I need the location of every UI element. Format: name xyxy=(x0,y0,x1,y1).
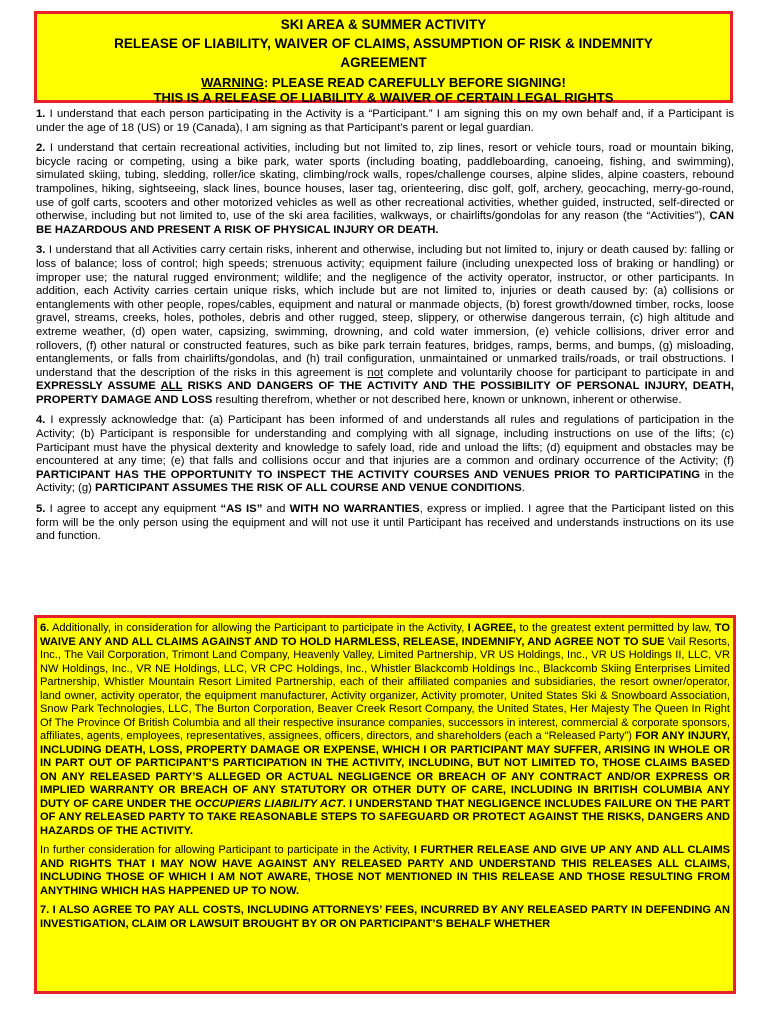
p6-bold-1: I AGREE, xyxy=(467,622,517,634)
p4-bold-2: PARTICIPANT ASSUMES THE RISK OF ALL COURSE AND VENUE CONDITIONS xyxy=(95,482,522,495)
p6-italic: OCCUPIERS LIABILITY ACT xyxy=(195,797,343,810)
paragraph-4 xyxy=(36,414,734,496)
agreement-header xyxy=(34,11,733,103)
p4-text-3: . xyxy=(521,482,525,495)
p2-number: 2. xyxy=(36,142,46,155)
title-line-1: SKI AREA & SUMMER ACTIVITY xyxy=(280,17,487,32)
p6-bold-4: . I UNDERSTAND THAT NEGLIGENCE INCLUDES FAILURE ON THE PART OF ANY RELEASED PARTY TO TAKE REASONABLE STEPS TO SAFEGUARD OR PROTECT AGAINST THE RISKS, DANGERS AND HAZARDS OF THE ACTIVITY. xyxy=(40,797,731,837)
p6-text-2: to the greatest extent permitted by law, xyxy=(516,622,715,634)
title-line-2: RELEASE OF LIABILITY, WAIVER OF CLAIMS, ASSUMPTION OF RISK & INDEMNITY xyxy=(114,36,653,51)
p2-bold: CAN BE HAZARDOUS AND PRESENT A RISK OF PHYSICAL INJURY OR DEATH. xyxy=(36,210,734,236)
warning-rest: : PLEASE READ CAREFULLY BEFORE SIGNING! xyxy=(263,75,566,90)
p3-text: I understand that all Activities carry certain risks, inherent and otherwise, including but not limited to, injury or death caused by: falling or loss of balance; loss of control; high speeds; strenuous activity; equipment failure (including unexpected loss of braking or handling) or improper use; the natural rugged environment; wildlife; and the negligence of the activity operator, instructor, or other participants. In addition, each Activity carries certain unique risks, which include but are not limited to, injuries or death caused by: (a) collisions or entanglements with other people, ropes/cables, equipment and natural or manmade objects, (b) forest growth/downed timber, rocks, loose gravel, streams, creeks, holes, potholes, debris and other rugged, steep, slippery, or otherwise dangerous terrain, (c) high altitude and extreme weather, (d) open water, capsizing, swimming, drowning, and cold water immersion, (e) vehicle collisions, driver error and rollovers, (f) other natural or constructed features, such as bike park terrain features, bridges, ramps, berms, and bumps, (g) misloading, entanglements, or falls from chairlifts/gondolas, and (h) trail configuration, unmaintained or unmarked trails/roads, or trail obstructions. I understand that the description of the risks in this agreement is xyxy=(36,244,734,379)
p6b-bold: I FURTHER RELEASE AND GIVE UP ANY AND ALL CLAIMS AND RIGHTS THAT I MAY NOW HAVE AGAINST ANY RELEASED PARTY AND UNDERSTAND THIS RELEASES ALL CLAIMS, INCLUDING THOSE OF WHICH I AM NOT AWARE, THOSE NOT MENTIONED IN THIS RELEASE AND THOSE RESULTING FROM ANYTHING WHICH HAS HAPPENED UP TO NOW. xyxy=(40,844,730,897)
p6b-text: In further consideration for allowing Participant to participate in the Activity, xyxy=(40,844,414,856)
p4-text-2: in the Activity; (g) xyxy=(36,468,734,495)
p5-number: 5. xyxy=(36,503,46,516)
paragraph-5 xyxy=(36,503,734,544)
paragraph-7 xyxy=(40,904,730,931)
p3-bold-2: RISKS AND DANGERS OF THE ACTIVITY AND THE POSSIBILITY OF PERSONAL INJURY, DEATH, PROPERTY DAMAGE AND LOSS xyxy=(36,380,734,406)
paragraph-6b xyxy=(40,844,730,898)
warning-line-1 xyxy=(37,75,730,90)
p6-text: Additionally, in consideration for allowing the Participant to participate in the Activity, xyxy=(49,622,468,634)
highlighted-release-box xyxy=(34,615,736,994)
p5-bold-1: “AS IS” xyxy=(220,503,263,516)
agreement-body xyxy=(36,108,734,551)
p6-bold-3: FOR ANY INJURY, INCLUDING DEATH, LOSS, PROPERTY DAMAGE OR EXPENSE, WHICH I OR PARTICIPANT MAY SUFFER, ARISING IN WHOLE OR IN PART OUT OF PARTICIPANT’S PARTICIPATION IN THE ACTIVITY, INCLUDING, BUT NOT LIMITED TO, THOSE CLAIMS BASED ON ANY RELEASED PARTY’S ALLEGED OR ACTUAL NEGLIGENCE OR BREACH OF ANY CONTRACT AND/OR EXPRESS OR IMPLIED WARRANTY OR BREACH OF ANY STATUTORY OR OTHER DUTY OF CARE, INCLUDING IN BRITISH COLUMBIA ANY DUTY OF CARE UNDER THE xyxy=(40,730,730,810)
p4-text: I expressly acknowledge that: (a) Participant has been informed of and understands all rules and regulations of participation in the Activity; (b) Participant is responsible for understanding and complying with all signage, including instructions on use of the lifts; (c) Participant must have the physical dexterity and knowledge to safely load, ride and unload the lifts; (d) equipment and obstacles may be encountered at any time; (e) that falls and collisions occur and that injuries are a common and ordinary occurrence of the Activity; (f) xyxy=(36,414,734,468)
p7-bold: I ALSO AGREE TO PAY ALL COSTS, INCLUDING ATTORNEYS’ FEES, INCURRED BY ANY RELEASED PARTY IN DEFENDING AN INVESTIGATION, CLAIM OR LAWSUIT BROUGHT BY OR ON PARTICIPANT’S BEHALF WHETHER xyxy=(40,904,730,930)
p5-text: I agree to accept any equipment xyxy=(45,503,221,516)
p3-all: ALL xyxy=(160,380,183,393)
p4-bold-1: PARTICIPANT HAS THE OPPORTUNITY TO INSPECT THE ACTIVITY COURSES AND VENUES PRIOR TO PARTICIPATING xyxy=(36,468,701,481)
p5-text-2: and xyxy=(262,503,290,516)
p7-number: 7. xyxy=(40,904,50,916)
warning-label: WARNING xyxy=(201,75,264,90)
p3-bold-1: EXPRESSLY ASSUME xyxy=(36,380,161,393)
paragraph-3 xyxy=(36,244,734,407)
p2-text: I understand that certain recreational activities, including but not limited to, zip lines, resort or vehicle tours, road or mountain biking, bicycle racing or competing, using a bike park, water sports (including boating, paddleboarding, canoeing, fishing, and swimming), simulated skiing, tubing, sledding, roller/ice skating, climbing/rock walls, ropes/challenge courses, alpine slides, alpine coasters, rebound trampolines, hiking, sightseeing, slack lines, bounce houses, laser tag, orienteering, disc golf, golf, archery, geocaching, merry-go-round, use of golf carts, scooters and other motorized vehicles as well as other recreational activities, whether guided, instructed, self-directed or otherwise, including but not limited to, use of the ski area facilities, walkways, or chairlifts/gondolas for any reason (the “Activities”), xyxy=(36,142,734,223)
p3-text-3: resulting therefrom, whether or not described here, known or unknown, inherent or otherwise. xyxy=(212,393,682,406)
p6-number: 6. xyxy=(40,622,50,634)
p3-not: not xyxy=(367,366,384,379)
p1-number: 1. xyxy=(36,108,46,120)
p4-number: 4. xyxy=(36,414,46,427)
p6-text-3: Vail Resorts, Inc., The Vail Corporation, Trimont Land Company, Heavenly Valley, Limited Partnership, VR US Holdings, Inc., VR US Holdings II, LLC, VR NW Holdings, Inc., VR NE Holdings, LLC, VR CPC Holdings, Inc., Whistler Blackcomb Holdings Inc., Blackcomb Skiing Enterprises Limited Partnership, Whistler Mountain Resort Limited Partnership, each of their affiliated companies and subsidiaries, the resort owner/operator, land owner, activity operator, the equipment manufacturer, Activity organizer, Activity promoter, United States Ski & Snowboard Association, Snow Park Technologies, LLC, The Burton Corporation, Beaver Creek Resort Company, the United States, Her Majesty The Queen In Right Of The Province Of British Columbia and all their respective insurance companies, successors in interest, commercial & corporate sponsors, affiliates, agents, employees, representatives, assignees, officers, directors, and shareholders (each a “Released Party”) xyxy=(40,635,730,742)
paragraph-2 xyxy=(36,142,734,237)
paragraph-1 xyxy=(36,108,734,135)
warning-line-2: THIS IS A RELEASE OF LIABILITY & WAIVER OF CERTAIN LEGAL RIGHTS xyxy=(153,90,614,105)
p3-text-2: complete and voluntarily choose for participant to participate in and xyxy=(383,366,734,379)
p1-text: I understand that each person participating in the Activity is a “Participant.” I am signing this on my own behalf and, if a Participant is under the age of 18 (US) or 19 (Canada), I am signing as that Participant’s parent or legal guardian. xyxy=(36,108,734,134)
p5-text-3: , express or implied. I agree that the Participant listed on this form will be the only person using the equipment and will not use it until Participant has received and understands instructions on its use and function. xyxy=(36,503,734,543)
p5-bold-2: WITH NO WARRANTIES xyxy=(289,503,420,516)
p6-bold-2: TO WAIVE ANY AND ALL CLAIMS AGAINST AND TO HOLD HARMLESS, RELEASE, INDEMNIFY, AND AGREE NOT TO SUE xyxy=(40,622,730,648)
p3-number: 3. xyxy=(36,244,46,257)
title-line-3: AGREEMENT xyxy=(340,55,427,70)
paragraph-6 xyxy=(40,622,730,838)
